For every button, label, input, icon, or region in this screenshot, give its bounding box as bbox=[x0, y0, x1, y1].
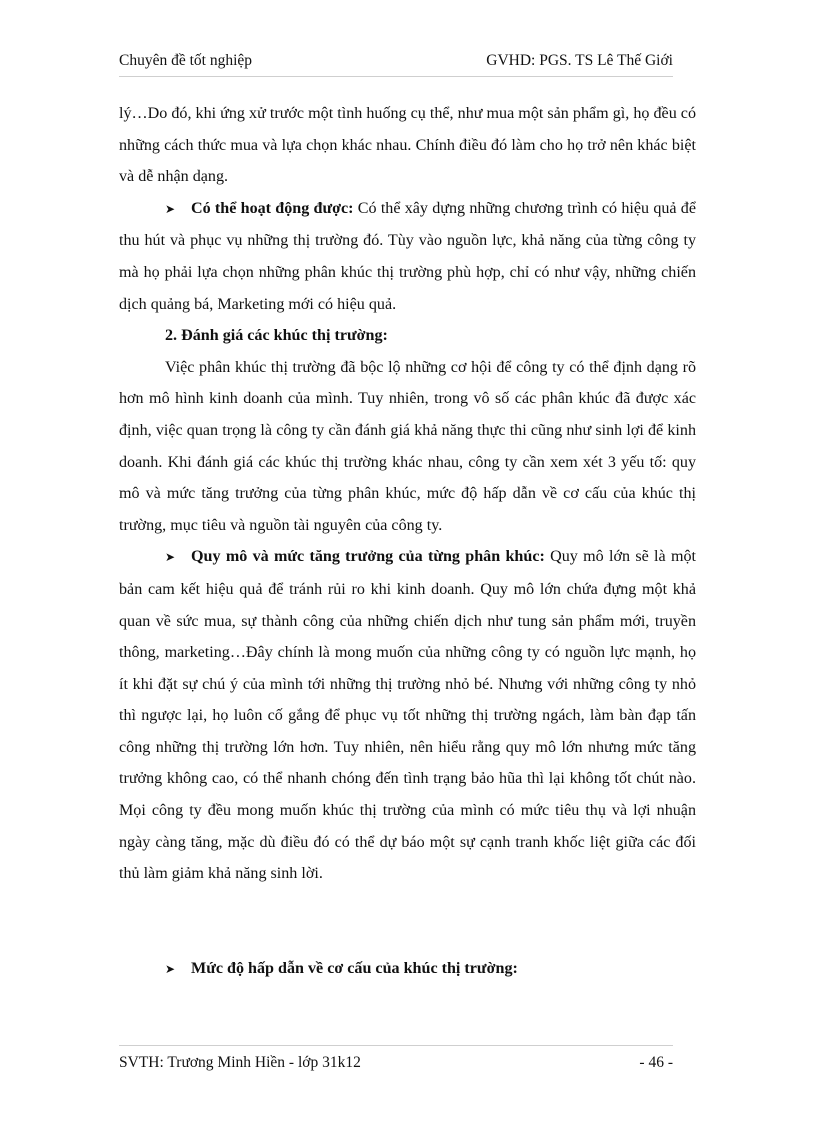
bullet-structure-title: Mức độ hấp dẫn về cơ cấu của khúc thị trường: bbox=[191, 959, 518, 977]
bullet-structure bbox=[119, 953, 696, 986]
arrowhead-bullet-icon: ➤ bbox=[165, 550, 176, 565]
bullet-feasible-title: Có thể hoạt động được: bbox=[191, 199, 354, 217]
arrowhead-bullet-icon: ➤ bbox=[165, 201, 176, 216]
paragraph-evaluation: Việc phân khúc thị trường đã bộc lộ những cơ hội để công ty có thể định dạng rõ hơn mô hình kinh doanh của mình. Tuy nhiên, trong vô số các phân khúc đã được xác định, việc quan trọng là công ty cần đánh giá khả năng thực thi cũng như sinh lợi để kinh doanh. Khi đánh giá các khúc thị trường khác nhau, công ty cần xem xét 3 yếu tố: quy mô và mức tăng trưởng của từng phân khúc, mức độ hấp dẫn về cơ cấu của khúc thị trường, mục tiêu và nguồn tài nguyên của công ty. bbox=[119, 358, 696, 534]
page-footer bbox=[119, 1045, 673, 1072]
bullet-feasible bbox=[119, 193, 696, 320]
bullet-size-growth bbox=[119, 541, 696, 890]
section-heading-2: 2. Đánh giá các khúc thị trường: bbox=[165, 327, 388, 345]
paragraph-intro: lý…Do đó, khi ứng xử trước một tình huống cụ thể, như mua một sản phẩm gì, họ đều có những cách thức mua và lựa chọn khác nhau. Chính điều đó làm cho họ trở nên khác biệt và dễ nhận dạng. bbox=[119, 105, 696, 186]
bullet-feasible-text: Có thể xây dựng những chương trình có hiệu quả để thu hút và phục vụ những thị trường đó. Tùy vào nguồn lực, khả năng của từng công ty mà họ phải lựa chọn những phân khúc thị trường phù hợp, chỉ có như vậy, những chiến dịch quảng bá, Marketing mới có hiệu quả. bbox=[119, 199, 696, 313]
document-body bbox=[119, 98, 696, 985]
bullet-size-growth-text: Quy mô lớn sẽ là một bản cam kết hiệu quả để tránh rủi ro khi kinh doanh. Quy mô lớn chứa đựng một khả quan về sức mua, sự thành công của những chiến dịch như tung sản phẩm mới, truyền thông, marketing…Đây chính là mong muốn của những công ty có nguồn lực mạnh, họ ít khi đặt sự chú ý của mình tới những thị trường nhỏ bé. Nhưng với những công ty nhỏ thì ngược lại, họ luôn cố gắng để phục vụ tốt những thị trường ngách, làm bàn đạp tấn công những thị trường lớn hơn. Tuy nhiên, nên hiểu rằng quy mô lớn nhưng mức tăng trưởng không cao, có thể nhanh chóng đến tình trạng bảo hũa thì lại không tốt chút nào. Mọi công ty đều mong muốn khúc thị trường của mình có mức tiêu thụ và lợi nhuận ngày càng tăng, mặc dù điều đó có thể dự báo một sự cạnh tranh khốc liệt giữa các đối thủ làm giảm khả năng sinh lời. bbox=[119, 548, 696, 883]
page-number: - 46 - bbox=[639, 1054, 673, 1071]
footer-student: SVTH: Trương Minh Hiền - lớp 31k12 bbox=[119, 1054, 361, 1071]
header-course-title: Chuyên đề tốt nghiệp bbox=[119, 52, 253, 69]
page-header bbox=[119, 50, 673, 77]
spacer bbox=[119, 890, 696, 953]
header-instructor: GVHD: PGS. TS Lê Thế Giới bbox=[486, 52, 673, 69]
arrowhead-bullet-icon: ➤ bbox=[165, 961, 176, 976]
bullet-size-growth-title: Quy mô và mức tăng trưởng của từng phân khúc: bbox=[191, 548, 545, 566]
